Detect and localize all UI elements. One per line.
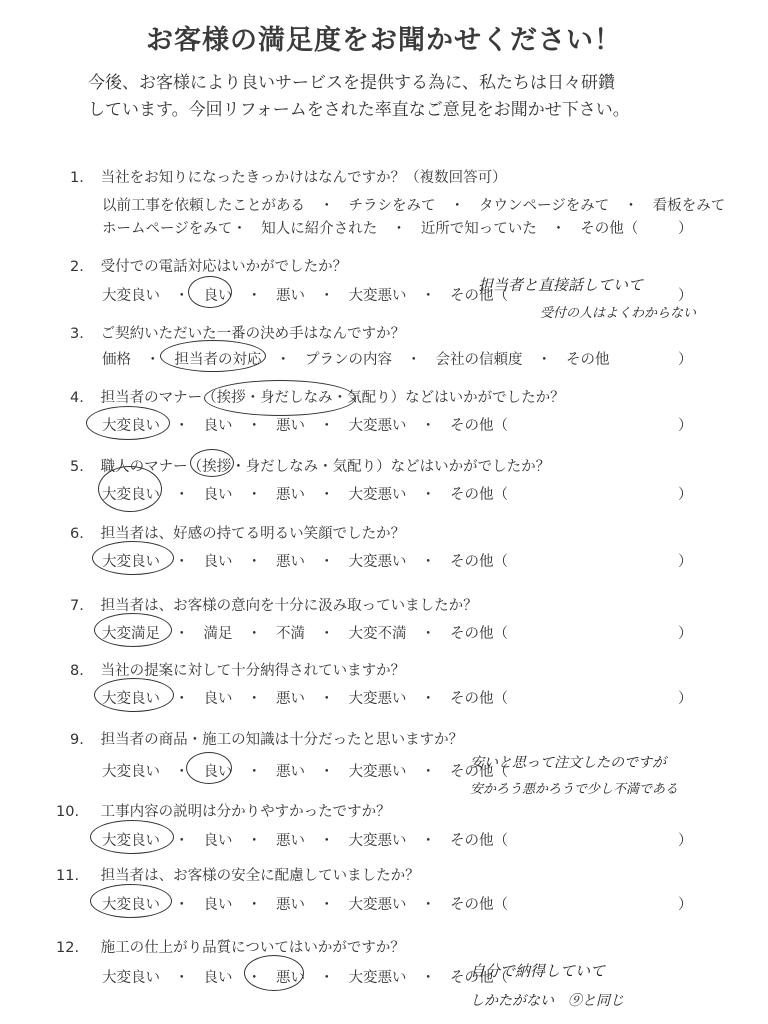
close-paren: ） xyxy=(678,691,693,707)
question-text: 工事内容の説明は分かりやすかったですか？ xyxy=(100,804,391,820)
question-8-options: 大変良い ・ 良い ・ 悪い ・ 大変悪い ・ その他（ xyxy=(102,691,508,707)
question-text: 施工の仕上がり品質についてはいかがですか？ xyxy=(100,940,405,956)
close-paren: ） xyxy=(678,897,693,913)
close-paren: ） xyxy=(678,833,693,849)
question-4-options: 大変良い ・ 良い ・ 悪い ・ 大変悪い ・ その他（ xyxy=(102,418,508,434)
question-3-options: 価格 ・ 担当者の対応 ・ プランの内容 ・ 会社の信頼度 ・ その他 xyxy=(102,352,610,368)
intro-line-2: しています。今回リフォームをされた率直なご意見をお聞かせ下さい。 xyxy=(88,100,630,120)
close-paren: ） xyxy=(678,554,693,570)
question-number: 1. xyxy=(70,170,84,186)
question-text: 担当者は、お客様の意向を十分に汲み取っていましたか？ xyxy=(100,598,478,614)
question-7-options: 大変満足 ・ 満足 ・ 不満 ・ 大変不満 ・ その他（ xyxy=(102,626,508,642)
question-1 xyxy=(70,166,507,187)
question-3 xyxy=(70,322,405,343)
question-number: 2. xyxy=(70,259,84,275)
close-paren: ） xyxy=(678,626,693,642)
question-number: 4. xyxy=(70,390,84,406)
question-6 xyxy=(70,522,405,543)
question-1-options-line-1: 以前工事を依頼したことがある ・ チラシをみて ・ タウンページをみて ・ 看板をみて xyxy=(102,198,726,214)
question-number: 10. xyxy=(56,804,80,820)
question-9 xyxy=(70,728,463,749)
question-10 xyxy=(56,800,391,821)
question-text: 担当者のマナー（挨拶・身だしなみ・気配り）などはいかがでしたか？ xyxy=(100,390,565,406)
question-number: 8. xyxy=(70,663,84,679)
question-number: 6. xyxy=(70,526,84,542)
handwritten-comment-line-1: 担当者と直接話していて xyxy=(478,276,644,294)
question-number: 3. xyxy=(70,326,84,342)
question-number: 9. xyxy=(70,732,84,748)
close-paren: ） xyxy=(678,352,693,368)
question-text: 職人のマナー（挨拶・身だしなみ・気配り）などはいかがでしたか？ xyxy=(100,459,551,475)
question-5-options: 大変良い ・ 良い ・ 悪い ・ 大変悪い ・ その他（ xyxy=(102,487,508,503)
handwritten-comment-line-1: 安いと思って注文したのですが xyxy=(470,755,666,771)
question-text: 受付での電話対応はいかがでしたか？ xyxy=(100,259,348,275)
question-text: 当社をお知りになったきっかけはなんですか？（複数回答可） xyxy=(100,170,507,186)
question-2-options: 大変良い ・ 良い ・ 悪い ・ 大変悪い ・ その他（ xyxy=(102,288,508,304)
question-12-options: 大変良い ・ 良い ・ 悪い ・ 大変悪い ・ その他（ xyxy=(102,970,508,986)
question-10-options: 大変良い ・ 良い ・ 悪い ・ 大変悪い ・ その他（ xyxy=(102,833,508,849)
question-text: ご契約いただいた一番の決め手はなんですか？ xyxy=(100,326,406,342)
close-paren: ） xyxy=(678,487,693,503)
close-paren: ） xyxy=(678,288,693,304)
question-number: 12. xyxy=(56,940,80,956)
question-text: 担当者は、お客様の安全に配慮していましたか？ xyxy=(100,868,420,884)
handwritten-comment-line-1: 自分で納得していて xyxy=(470,962,606,980)
handwritten-comment-line-2: 安かろう悪かろうで少し不満である xyxy=(470,782,679,797)
question-6-options: 大変良い ・ 良い ・ 悪い ・ 大変悪い ・ その他（ xyxy=(102,554,508,570)
question-9-options: 大変良い ・ 良い ・ 悪い ・ 大変悪い ・ その他（ xyxy=(102,764,508,780)
question-number: 5. xyxy=(70,459,84,475)
question-12 xyxy=(56,936,405,957)
question-11-options: 大変良い ・ 良い ・ 悪い ・ 大変悪い ・ その他（ xyxy=(102,897,508,913)
page-title: お客様の満足度をお聞かせください！ xyxy=(146,25,622,56)
question-8 xyxy=(70,659,405,680)
close-paren: ） xyxy=(678,418,693,434)
handwritten-comment-line-2: 受付の人はよくわからない xyxy=(540,306,697,321)
handwritten-comment-line-2: しかたがない ⑨と同じ xyxy=(470,993,624,1009)
question-1-options-line-2: ホームページをみて・ 知人に紹介された ・ 近所で知っていた ・ その他（ xyxy=(102,221,639,237)
question-number: 7. xyxy=(70,598,84,614)
question-text: 担当者は、好感の持てる明るい笑顔でしたか？ xyxy=(100,526,406,542)
question-5 xyxy=(70,455,550,476)
close-paren: ） xyxy=(678,221,693,237)
question-text: 当社の提案に対して十分納得されていますか？ xyxy=(100,663,406,679)
question-11 xyxy=(56,864,420,885)
question-7 xyxy=(70,594,478,615)
question-2 xyxy=(70,255,347,276)
question-text: 担当者の商品・施工の知識は十分だったと思いますか？ xyxy=(100,732,464,748)
intro-text xyxy=(88,70,728,124)
intro-line-1: 今後、お客様により良いサービスを提供する為に、私たちは日々研鑽 xyxy=(88,73,615,93)
question-4 xyxy=(70,386,565,407)
question-number: 11. xyxy=(56,868,80,884)
